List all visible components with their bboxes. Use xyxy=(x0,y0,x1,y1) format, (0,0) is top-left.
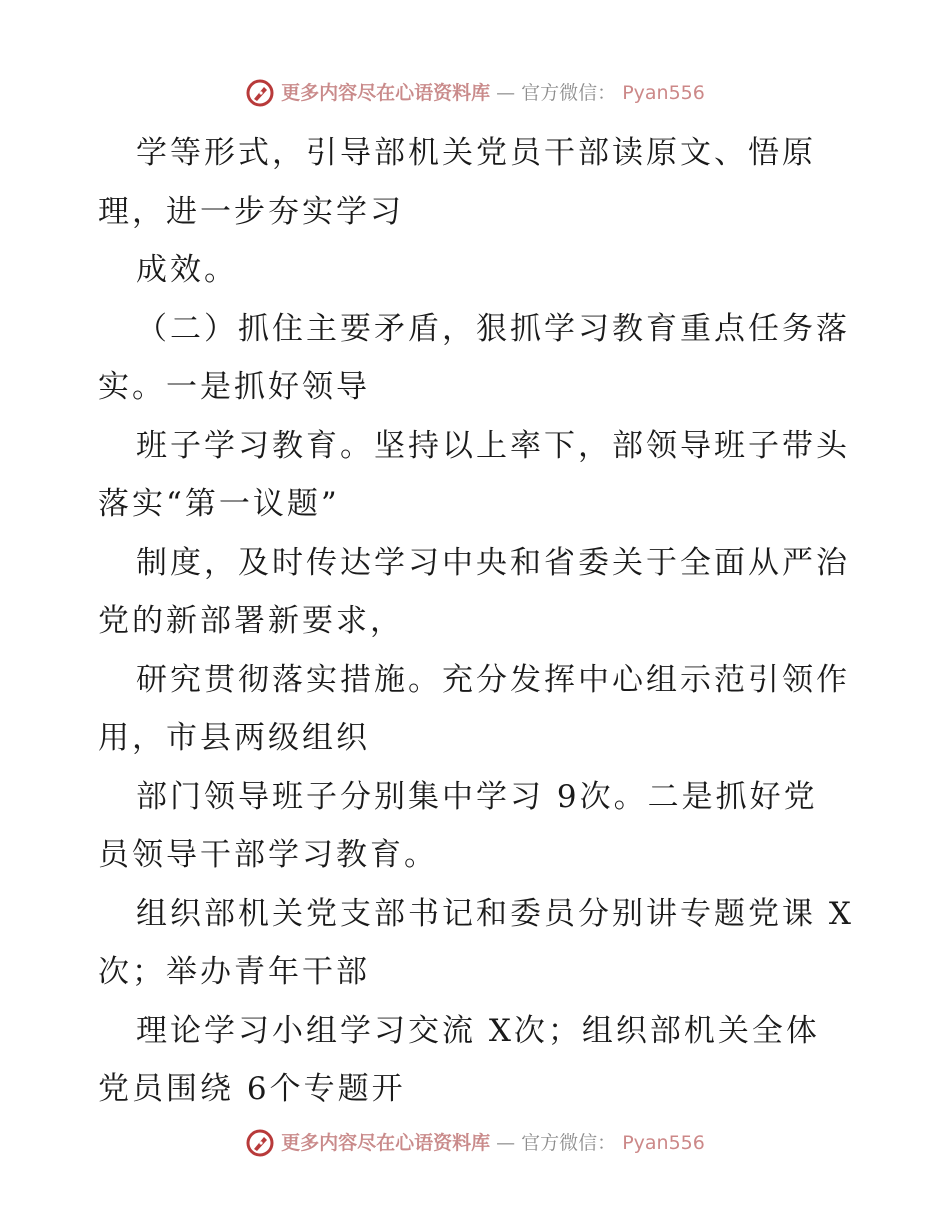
footer-watermark xyxy=(0,1128,950,1158)
text-line: 理，进一步夯实学习 xyxy=(98,193,404,230)
text-line: 制度，及时传达学习中央和省委关于全面从严治 xyxy=(136,544,850,581)
watermark-wechat-id: Pyan556 xyxy=(622,82,705,104)
text-line: 成效。 xyxy=(136,252,238,288)
watermark-wechat-label: 官方微信： xyxy=(521,82,617,104)
text-line: 实。一是抓好领导 xyxy=(98,369,370,405)
text-line: 次；举办青年干部 xyxy=(98,954,370,990)
text-line: 党员围绕 6个专题开 xyxy=(98,1071,406,1107)
document-body xyxy=(98,124,858,1119)
watermark-text: 更多内容尽在心语资料库 xyxy=(281,82,491,104)
pen-nib-logo-icon xyxy=(245,1128,275,1158)
text-line: 班子学习教育。坚持以上率下，部领导班子带头 xyxy=(136,427,850,464)
text-line: 部门领导班子分别集中学习 9次。二是抓好党 xyxy=(136,778,818,815)
text-line: 落实“第一议题” xyxy=(98,486,340,522)
text-line: 理论学习小组学习交流 X次；组织部机关全体 xyxy=(136,1012,820,1049)
watermark-wechat-id: Pyan556 xyxy=(622,1132,705,1154)
header-watermark xyxy=(0,78,950,108)
text-line: 学等形式，引导部机关党员干部读原文、悟原 xyxy=(136,135,816,171)
text-line: 员领导干部学习教育。 xyxy=(98,837,438,873)
text-line: 党的新部署新要求， xyxy=(98,603,404,639)
watermark-wechat-label: 官方微信： xyxy=(521,1132,617,1154)
pen-nib-logo-icon xyxy=(245,78,275,108)
watermark-text: 更多内容尽在心语资料库 xyxy=(281,1132,491,1154)
watermark-separator: — xyxy=(496,1132,516,1154)
text-line: 用，市县两级组织 xyxy=(98,720,370,756)
text-line: （二）抓住主要矛盾，狠抓学习教育重点任务落 xyxy=(136,310,850,347)
text-line: 组织部机关党支部书记和委员分别讲专题党课 X xyxy=(136,895,854,932)
watermark-separator: — xyxy=(496,82,516,104)
text-line: 研究贯彻落实措施。充分发挥中心组示范引领作 xyxy=(136,661,850,698)
